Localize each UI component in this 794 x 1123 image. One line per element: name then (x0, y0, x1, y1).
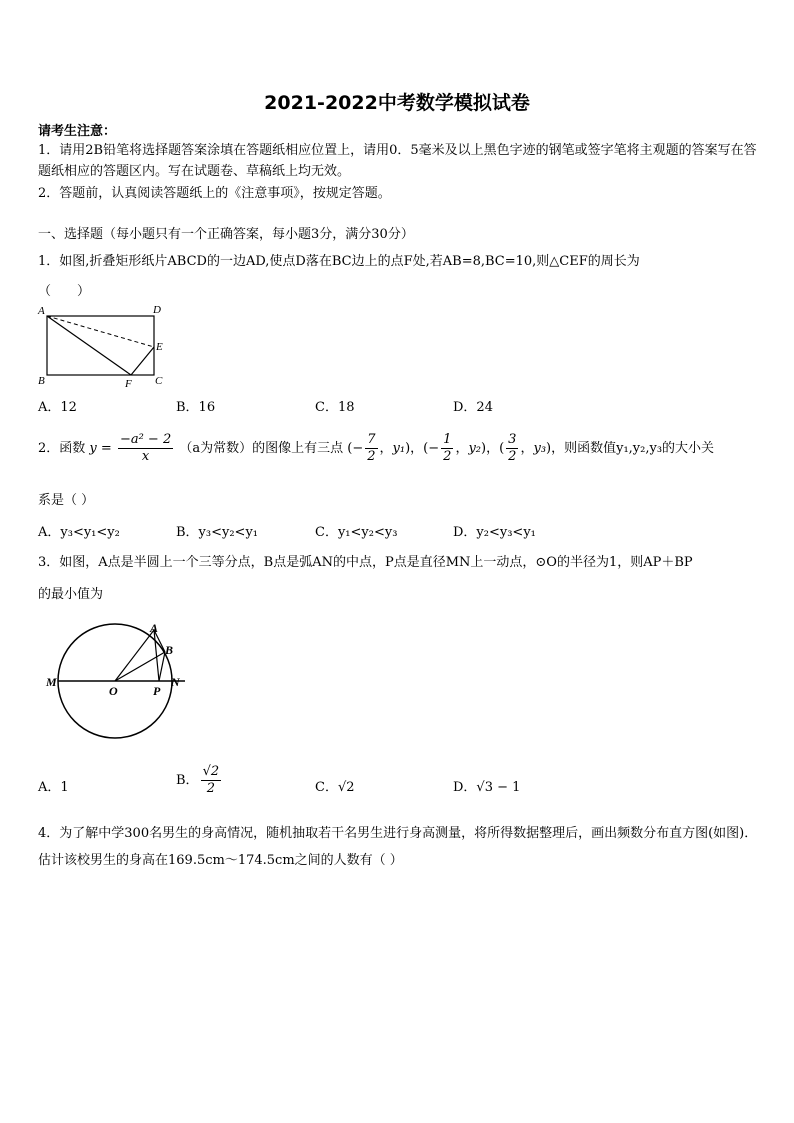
q3-option-b: B． $\frac{√2}{2}$ (176, 764, 220, 796)
q2-option-a: A．y₃<y₁<y₂ (38, 525, 120, 540)
notice-item-1: 1．请用2B铅笔将选择题答案涂填在答题纸相应位置上，请用0．5毫米及以上黑色字迹的钢笔或签字笔将主观题的答案写在答题纸相应的答题区内。写在试题卷、草稿纸上均无效。 (38, 143, 757, 179)
label-c: C (155, 375, 163, 387)
label-a: A (150, 621, 159, 635)
label-n: N (171, 675, 180, 689)
label-b: B (38, 375, 45, 387)
q2-condition: （a为常数）的图像上有三点 (179, 441, 344, 456)
label-b: B (165, 643, 174, 657)
q1-option-d: D．24 (453, 400, 493, 415)
segment-oa (115, 630, 154, 681)
q3-stem: 3．如图，A点是半圆上一个三等分点，B点是弧AN的中点，P点是直径MN上一动点，⊙O的半径为1，则AP＋BP (38, 555, 693, 570)
label-d: D (153, 304, 161, 316)
q1-stem: 1．如图,折叠矩形纸片ABCD的一边AD,使点D落在BC边上的点F处,若AB=8,BC=10,则△CEF的周长为 (38, 254, 640, 269)
q1-option-c: C．18 (315, 400, 355, 415)
q2-stem-line: 2．函数 y = $\frac{\text{−a² − 2}}{x}$ （a为常数）的图像上有三点 (− $\frac{7}{2}$ ，y₁)，(− $\frac{1}{2}$ ，y₂)，( $\frac{3}{2}$ ，y₃)，则函数值y₁,y₂,y₃的大小关 (38, 432, 715, 464)
section-heading: 一、选择题（每小题只有一个正确答案，每小题3分，满分30分） (38, 227, 414, 242)
q3-option-c: C．√2 (315, 780, 355, 795)
q2-point3-y: y₃ (533, 441, 547, 456)
q2-stem-tail: 系是（ ） (38, 493, 95, 508)
page-title: 2021-2022中考数学模拟试卷 (264, 92, 530, 114)
q2-option-c: C．y₁<y₂<y₃ (315, 525, 398, 540)
q2-func-lhs: y = (89, 441, 112, 456)
fold-line-ae (47, 316, 154, 347)
q1-option-a: A．12 (38, 400, 77, 415)
q2-point1-x: $\frac{7}{2}$ (367, 432, 376, 464)
q2-lead: 2．函数 (38, 441, 86, 456)
q3-option-a: A．1 (38, 780, 69, 795)
q3-option-b-fraction: $\frac{√2}{2}$ (202, 764, 220, 796)
notice-item-2: 2．答题前，认真阅读答题纸上的《注意事项》，按规定答题。 (38, 186, 391, 201)
label-m: M (46, 675, 57, 689)
q2-point1-y: y₁ (392, 441, 406, 456)
label-f: F (125, 378, 132, 390)
q1-paren: （ ） (38, 284, 91, 299)
q2-tail: ，则函数值y₁,y₂,y₃的大小关 (551, 441, 715, 456)
q2-option-d: D．y₂<y₃<y₁ (453, 525, 536, 540)
segment-fe (131, 347, 154, 375)
q1-option-b: B．16 (176, 400, 216, 415)
notice-heading: 请考生注意： (38, 124, 117, 139)
q2-option-b: B．y₃<y₂<y₁ (176, 525, 259, 540)
q2-point3-x: $\frac{3}{2}$ (508, 432, 517, 464)
fold-line-af (47, 316, 131, 375)
label-e: E (156, 341, 163, 353)
label-p: P (153, 684, 161, 698)
q3-figure (40, 616, 200, 746)
q3-option-d: D．√3 − 1 (453, 780, 521, 795)
q2-point2-y: y₂ (468, 441, 482, 456)
label-a: A (38, 305, 45, 317)
label-o: O (109, 684, 118, 698)
q1-figure (34, 300, 174, 390)
q2-point2-x: $\frac{1}{2}$ (443, 432, 452, 464)
q2-func-fraction: $\frac{\text{−a² − 2}}{x}$ (119, 432, 172, 464)
q3-stem-2: 的最小值为 (38, 587, 104, 602)
q4-stem: 4．为了解中学300名男生的身高情况，随机抽取若干名男生进行身高测量，将所得数据整理后，画出频数分布直方图(如图)．估计该校男生的身高在169.5cm～174.5cm之间的人数有（ ） (38, 826, 758, 868)
